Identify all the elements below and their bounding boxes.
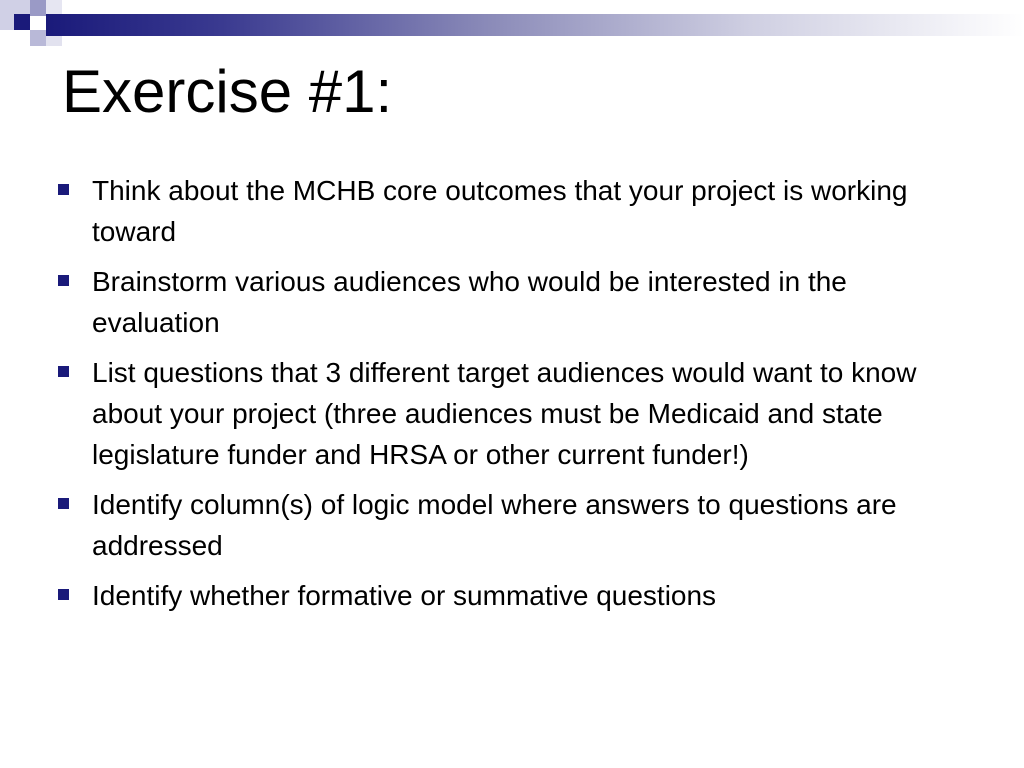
square-bullet-icon	[58, 589, 69, 600]
decorative-square	[46, 0, 62, 14]
bullet-item	[56, 170, 956, 252]
bullet-text: List questions that 3 different target audiences would want to know about your project (three audiences must be Medicaid and state legislature funder and HRSA or other current funder!)	[92, 357, 917, 470]
decorative-square	[46, 36, 62, 46]
bullet-text: Identify whether formative or summative questions	[92, 580, 717, 611]
slide-title: Exercise #1:	[62, 58, 393, 125]
decorative-square	[14, 14, 30, 30]
bullet-item	[56, 261, 956, 343]
bullet-text: Brainstorm various audiences who would be interested in the evaluation	[92, 266, 847, 338]
square-bullet-icon	[58, 275, 69, 286]
bullet-text: Think about the MCHB core outcomes that your project is working toward	[92, 175, 908, 247]
header-gradient-bar	[46, 14, 1024, 36]
bullet-item	[56, 575, 956, 616]
bullet-list	[56, 170, 956, 625]
bullet-item	[56, 352, 956, 475]
bullet-item	[56, 484, 956, 566]
decorative-square	[30, 30, 46, 46]
square-bullet-icon	[58, 366, 69, 377]
decorative-square	[30, 0, 46, 16]
square-bullet-icon	[58, 184, 69, 195]
square-bullet-icon	[58, 498, 69, 509]
bullet-text: Identify column(s) of logic model where answers to questions are addressed	[92, 489, 897, 561]
